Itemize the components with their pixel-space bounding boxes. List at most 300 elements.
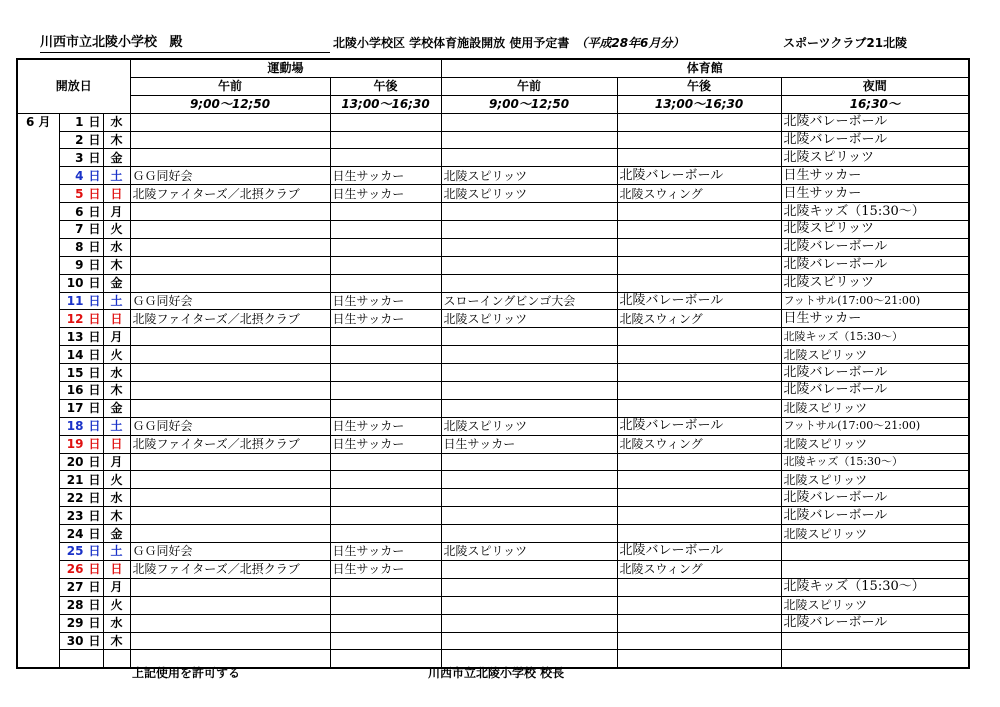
day-number: 13 (66, 329, 84, 344)
weekday-cell: 月 (103, 578, 130, 596)
ground-pm-cell (330, 489, 441, 507)
gym-night-cell: 北陵キッズ（15:30～） (781, 578, 969, 596)
schedule-body (17, 113, 969, 668)
gym-night-cell: 北陵スピリッツ (781, 221, 969, 239)
day-suffix: 日 (88, 508, 101, 523)
gym-night-cell: 北陵スピリッツ (781, 471, 969, 489)
table-row (17, 167, 969, 185)
gym-night-cell: 北陵スピリッツ (781, 596, 969, 614)
gym-pm-cell (617, 489, 781, 507)
gym-night-cell: 北陵スピリッツ (781, 149, 969, 167)
gym-night-header: 夜間 (781, 77, 969, 95)
ground-am-cell: 北陵ファイターズ／北摂クラブ (130, 310, 330, 328)
table-row (17, 113, 969, 131)
day-suffix: 日 (88, 401, 101, 416)
gym-pm-cell (617, 328, 781, 346)
ground-am-cell: ＧＧ同好会 (130, 292, 330, 310)
day-number: 6 (75, 204, 84, 219)
day-suffix: 日 (88, 294, 101, 309)
day-number: 14 (66, 347, 84, 362)
month-cell (17, 221, 59, 239)
day-number: 28 (66, 598, 84, 613)
day-cell (59, 113, 103, 131)
principal-signature-line: 川西市立北陵小学校 校長 (428, 666, 565, 680)
gym-pm-cell (617, 238, 781, 256)
table-row (17, 596, 969, 614)
gym-night-cell: 日生サッカー (781, 167, 969, 185)
gym-night-cell: 北陵バレーボール (781, 238, 969, 256)
day-number: 27 (66, 580, 84, 595)
gym-am-cell (441, 328, 617, 346)
day-suffix: 日 (88, 490, 101, 505)
day-suffix: 日 (88, 544, 101, 559)
day-cell (59, 489, 103, 507)
table-row (17, 149, 969, 167)
day-cell (59, 507, 103, 525)
ground-am-cell (130, 131, 330, 149)
month-cell (17, 507, 59, 525)
gym-am-cell: 北陵スピリッツ (441, 310, 617, 328)
gym-am-cell (441, 149, 617, 167)
table-row (17, 399, 969, 417)
ground-am-time: 9;00～12;50 (130, 95, 330, 113)
gym-pm-cell: 北陵バレーボール (617, 167, 781, 185)
document-title (333, 34, 684, 52)
ground-pm-cell (330, 471, 441, 489)
day-number: 20 (66, 455, 84, 470)
day-suffix: 日 (88, 455, 101, 470)
month-cell (17, 238, 59, 256)
month-cell: 6 月 (17, 113, 59, 131)
weekday-cell: 土 (103, 292, 130, 310)
gym-pm-cell (617, 650, 781, 668)
month-cell (17, 256, 59, 274)
weekday-cell: 木 (103, 382, 130, 400)
weekday-cell: 水 (103, 489, 130, 507)
day-cell (59, 238, 103, 256)
month-cell (17, 471, 59, 489)
day-cell (59, 632, 103, 650)
weekday-cell: 金 (103, 525, 130, 543)
gym-am-cell (441, 238, 617, 256)
ground-am-cell (130, 203, 330, 221)
ground-pm-cell (330, 614, 441, 632)
weekday-cell: 木 (103, 507, 130, 525)
gym-pm-cell (617, 453, 781, 471)
day-suffix: 日 (88, 347, 101, 362)
ground-pm-cell: 日生サッカー (330, 417, 441, 435)
ground-am-cell (130, 489, 330, 507)
day-cell (59, 274, 103, 292)
ground-am-cell (130, 471, 330, 489)
month-cell (17, 417, 59, 435)
month-cell (17, 328, 59, 346)
day-number: 7 (75, 222, 84, 237)
day-cell (59, 131, 103, 149)
gym-night-cell (781, 650, 969, 668)
gym-night-cell: 北陵キッズ（15:30～） (781, 328, 969, 346)
gym-pm-cell (617, 507, 781, 525)
ground-pm-cell: 日生サッカー (330, 185, 441, 203)
day-cell (59, 417, 103, 435)
day-suffix: 日 (88, 115, 101, 130)
gym-pm-cell (617, 614, 781, 632)
weekday-cell: 日 (103, 185, 130, 203)
ground-am-cell (130, 364, 330, 382)
day-cell (59, 399, 103, 417)
day-number: 26 (66, 562, 84, 577)
gym-pm-cell (617, 399, 781, 417)
ground-am-cell (130, 596, 330, 614)
gym-pm-cell: 北陵バレーボール (617, 417, 781, 435)
month-cell (17, 489, 59, 507)
month-cell (17, 292, 59, 310)
gym-night-cell: 日生サッカー (781, 310, 969, 328)
day-cell (59, 578, 103, 596)
weekday-cell: 水 (103, 113, 130, 131)
gym-pm-cell: 北陵バレーボール (617, 292, 781, 310)
day-cell (59, 185, 103, 203)
ground-am-cell: 北陵ファイターズ／北摂クラブ (130, 560, 330, 578)
table-row (17, 578, 969, 596)
weekday-cell: 木 (103, 632, 130, 650)
gym-night-cell (781, 560, 969, 578)
weekday-cell: 金 (103, 149, 130, 167)
month-cell (17, 274, 59, 292)
month-cell (17, 560, 59, 578)
period-text: （平成28年6月分） (575, 36, 685, 50)
day-suffix: 日 (88, 186, 101, 201)
gym-am-cell: 北陵スピリッツ (441, 543, 617, 561)
day-cell (59, 650, 103, 668)
weekday-cell: 火 (103, 221, 130, 239)
ground-pm-cell (330, 238, 441, 256)
month-cell (17, 131, 59, 149)
month-cell (17, 310, 59, 328)
gym-night-cell: 北陵バレーボール (781, 131, 969, 149)
gym-night-cell: 北陵キッズ（15:30～） (781, 453, 969, 471)
gym-night-cell: 北陵バレーボール (781, 614, 969, 632)
gym-night-cell: 北陵バレーボール (781, 382, 969, 400)
day-suffix: 日 (88, 276, 101, 291)
gym-pm-cell (617, 525, 781, 543)
month-cell (17, 596, 59, 614)
weekday-cell: 土 (103, 417, 130, 435)
table-row (17, 203, 969, 221)
gym-am-cell (441, 203, 617, 221)
weekday-cell: 水 (103, 614, 130, 632)
ground-pm-cell (330, 203, 441, 221)
gym-night-cell: 北陵バレーボール (781, 256, 969, 274)
day-cell (59, 346, 103, 364)
gym-am-cell: 北陵スピリッツ (441, 417, 617, 435)
weekday-cell: 月 (103, 328, 130, 346)
month-cell (17, 149, 59, 167)
ground-am-cell (130, 328, 330, 346)
day-cell (59, 560, 103, 578)
gym-am-cell (441, 471, 617, 489)
day-suffix: 日 (88, 598, 101, 613)
day-number: 21 (66, 472, 84, 487)
ground-pm-cell (330, 507, 441, 525)
gym-pm-cell (617, 113, 781, 131)
table-row (17, 507, 969, 525)
gym-night-cell: フットサル(17:00～21:00) (781, 417, 969, 435)
gym-am-cell (441, 596, 617, 614)
table-row (17, 310, 969, 328)
ground-pm-cell: 日生サッカー (330, 560, 441, 578)
ground-am-cell: 北陵ファイターズ／北摂クラブ (130, 435, 330, 453)
ground-pm-cell (330, 650, 441, 668)
ground-pm-cell: 日生サッカー (330, 543, 441, 561)
ground-am-cell (130, 221, 330, 239)
day-suffix: 日 (88, 150, 101, 165)
month-cell (17, 167, 59, 185)
month-cell (17, 346, 59, 364)
ground-pm-cell (330, 364, 441, 382)
ground-am-cell (130, 346, 330, 364)
weekday-cell: 日 (103, 435, 130, 453)
month-cell (17, 632, 59, 650)
gym-am-cell (441, 453, 617, 471)
table-row (17, 632, 969, 650)
day-suffix: 日 (88, 258, 101, 273)
ground-am-cell (130, 238, 330, 256)
gym-pm-time: 13;00～16;30 (617, 95, 781, 113)
gym-am-cell: 日生サッカー (441, 435, 617, 453)
table-row (17, 131, 969, 149)
ground-am-cell (130, 113, 330, 131)
day-cell (59, 167, 103, 185)
table-row (17, 525, 969, 543)
ground-pm-cell (330, 328, 441, 346)
gym-night-cell: 北陵スピリッツ (781, 435, 969, 453)
day-suffix: 日 (88, 168, 101, 183)
title-text: 北陵小学校区 学校体育施設開放 使用予定書 (333, 36, 570, 50)
month-cell (17, 203, 59, 221)
ground-am-cell (130, 578, 330, 596)
gym-am-cell: スローイングビンゴ大会 (441, 292, 617, 310)
gym-pm-cell (617, 382, 781, 400)
day-suffix: 日 (88, 437, 101, 452)
weekday-cell: 土 (103, 167, 130, 185)
gym-night-cell: フットサル(17:00～21:00) (781, 292, 969, 310)
day-number: 2 (75, 133, 84, 147)
weekday-cell: 月 (103, 203, 130, 221)
day-number: 24 (66, 526, 84, 541)
gym-am-cell (441, 382, 617, 400)
ground-pm-cell: 日生サッカー (330, 435, 441, 453)
gym-night-cell (781, 543, 969, 561)
day-cell (59, 203, 103, 221)
month-cell (17, 435, 59, 453)
day-number: 15 (66, 365, 84, 380)
day-cell (59, 256, 103, 274)
table-row (17, 417, 969, 435)
day-suffix: 日 (88, 383, 101, 398)
day-number: 10 (66, 276, 84, 291)
gym-pm-header: 午後 (617, 77, 781, 95)
day-cell (59, 543, 103, 561)
day-number: 12 (66, 311, 84, 326)
ground-am-cell (130, 507, 330, 525)
table-row (17, 489, 969, 507)
day-cell (59, 221, 103, 239)
day-number: 30 (66, 633, 84, 648)
ground-am-cell: ＧＧ同好会 (130, 543, 330, 561)
gym-am-cell: 北陵スピリッツ (441, 167, 617, 185)
weekday-cell: 金 (103, 399, 130, 417)
day-number: 23 (66, 508, 84, 523)
ground-am-header: 午前 (130, 77, 330, 95)
gym-am-cell (441, 489, 617, 507)
ground-am-cell (130, 399, 330, 417)
day-suffix: 日 (88, 616, 101, 631)
weekday-cell: 木 (103, 256, 130, 274)
ground-am-cell (130, 274, 330, 292)
table-row (17, 471, 969, 489)
day-cell (59, 453, 103, 471)
table-row (17, 560, 969, 578)
weekday-cell: 水 (103, 238, 130, 256)
day-cell (59, 149, 103, 167)
ground-pm-cell (330, 632, 441, 650)
table-row (17, 221, 969, 239)
gym-night-cell: 北陵バレーボール (781, 507, 969, 525)
day-suffix: 日 (88, 472, 101, 487)
gym-pm-cell (617, 471, 781, 489)
ground-am-cell (130, 525, 330, 543)
day-cell (59, 310, 103, 328)
ground-am-cell: ＧＧ同好会 (130, 167, 330, 185)
gym-am-cell (441, 399, 617, 417)
table-row (17, 543, 969, 561)
month-cell (17, 382, 59, 400)
gym-am-cell (441, 131, 617, 149)
gym-am-cell (441, 221, 617, 239)
table-row (17, 292, 969, 310)
gym-night-time: 16;30～ (781, 95, 969, 113)
addressee (40, 34, 330, 53)
gym-am-cell (441, 113, 617, 131)
day-number: 22 (66, 490, 84, 505)
ground-pm-cell (330, 221, 441, 239)
weekday-cell: 金 (103, 274, 130, 292)
gym-night-cell: 北陵スピリッツ (781, 399, 969, 417)
gym-pm-cell: 北陵スウィング (617, 435, 781, 453)
gym-am-cell (441, 560, 617, 578)
gym-pm-cell: 北陵スウィング (617, 310, 781, 328)
month-cell (17, 185, 59, 203)
ground-pm-cell (330, 596, 441, 614)
day-number: 17 (66, 401, 84, 416)
day-cell (59, 614, 103, 632)
gym-night-cell: 北陵スピリッツ (781, 346, 969, 364)
ground-am-cell (130, 632, 330, 650)
gym-am-cell (441, 525, 617, 543)
gym-am-header: 午前 (441, 77, 617, 95)
schedule-table (16, 58, 970, 669)
month-cell (17, 364, 59, 382)
gym-night-cell: 北陵スピリッツ (781, 274, 969, 292)
day-number: 3 (75, 150, 84, 165)
table-row (17, 185, 969, 203)
gym-night-cell: 北陵バレーボール (781, 489, 969, 507)
day-number: 19 (66, 437, 84, 452)
ground-pm-cell (330, 578, 441, 596)
gym-am-cell (441, 578, 617, 596)
gym-pm-cell (617, 274, 781, 292)
gym-am-cell (441, 364, 617, 382)
ground-pm-cell (330, 256, 441, 274)
ground-pm-header: 午後 (330, 77, 441, 95)
month-cell (17, 614, 59, 632)
ground-pm-cell (330, 382, 441, 400)
day-suffix: 日 (88, 562, 101, 577)
day-number: 16 (66, 383, 84, 398)
day-cell (59, 382, 103, 400)
table-row (17, 382, 969, 400)
gym-am-cell (441, 346, 617, 364)
gym-am-cell: 北陵スピリッツ (441, 185, 617, 203)
permission-note: 上記使用を許可する (132, 666, 241, 680)
gym-pm-cell: 北陵スウィング (617, 185, 781, 203)
ground-pm-cell (330, 131, 441, 149)
gym-night-cell: 日生サッカー (781, 185, 969, 203)
gym-night-cell: 北陵キッズ（15:30～） (781, 203, 969, 221)
day-cell (59, 525, 103, 543)
day-suffix: 日 (88, 240, 101, 255)
weekday-cell: 月 (103, 453, 130, 471)
table-row (17, 364, 969, 382)
ground-pm-cell (330, 525, 441, 543)
gym-am-cell (441, 632, 617, 650)
day-number: 9 (75, 258, 84, 273)
addressee-suffix: 殿 (169, 35, 183, 50)
weekday-cell (103, 650, 130, 668)
gym-night-cell (781, 632, 969, 650)
day-suffix: 日 (88, 365, 101, 380)
gym-am-cell (441, 274, 617, 292)
gym-pm-cell: 北陵バレーボール (617, 543, 781, 561)
table-row (17, 453, 969, 471)
day-cell (59, 364, 103, 382)
ground-pm-cell (330, 149, 441, 167)
day-suffix: 日 (88, 633, 101, 648)
day-cell (59, 328, 103, 346)
club-name: スポーツクラブ21北陵 (783, 36, 908, 50)
table-row (17, 435, 969, 453)
weekday-cell: 火 (103, 596, 130, 614)
table-row (17, 328, 969, 346)
gym-header: 体育館 (441, 59, 969, 77)
day-cell (59, 596, 103, 614)
ground-am-cell: 北陵ファイターズ／北摂クラブ (130, 185, 330, 203)
ground-pm-time: 13;00～16;30 (330, 95, 441, 113)
weekday-cell: 日 (103, 560, 130, 578)
gym-am-cell (441, 614, 617, 632)
day-suffix: 日 (88, 526, 101, 541)
gym-am-time: 9;00～12;50 (441, 95, 617, 113)
table-row (17, 614, 969, 632)
ground-am-cell (130, 453, 330, 471)
ground-pm-cell (330, 399, 441, 417)
day-number: 5 (75, 186, 84, 201)
ground-pm-cell (330, 346, 441, 364)
gym-pm-cell (617, 578, 781, 596)
day-number: 1 (75, 115, 84, 130)
weekday-cell: 土 (103, 543, 130, 561)
